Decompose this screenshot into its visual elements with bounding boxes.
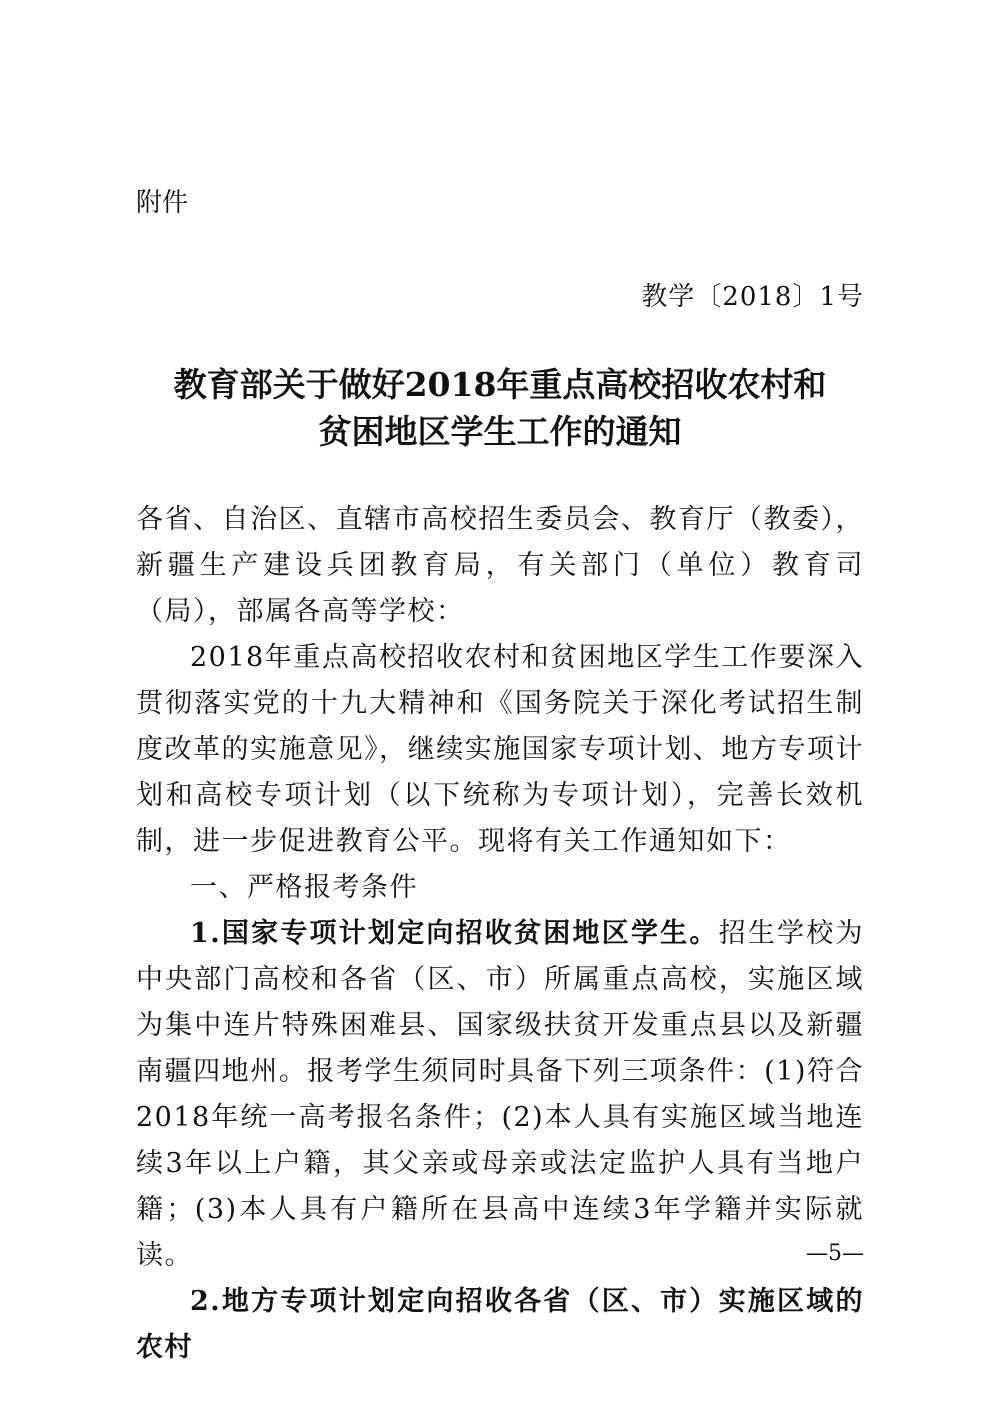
- item-2-lead: 2.地方专项计划定向招收各省（区、市）实施区域的农村: [136, 1286, 864, 1363]
- attachment-label: 附件: [136, 188, 189, 218]
- document-number: 教学〔2018〕1号: [641, 282, 864, 312]
- document-title-line-2: 贫困地区学生工作的通知: [318, 412, 682, 451]
- intro-paragraph: 2018年重点高校招收农村和贫困地区学生工作要深入贯彻落实党的十九大精神和《国务院关于深化考试招生制度改革的实施意见》，继续实施国家专项计划、地方专项计划和高校专项计划（以下统称为专项计划），完善长效机制，进一步促进教育公平。现将有关工作通知如下：: [136, 642, 864, 857]
- item-1-text: 招生学校为中央部门高校和各省（区、市）所属重点高校，实施区域为集中连片特殊困难县、国家级扶贫开发重点县以及新疆南疆四地州。报考学生须同时具备下列三项条件：(1)符合2018年统一高考报名条件；(2)本人具有实施区域当地连续3年以上户籍，其父亲或母亲或法定监护人具有当地户籍；(3)本人具有户籍所在县高中连续3年学籍并实际就读。: [136, 918, 864, 1271]
- item-1-lead: 1.国家专项计划定向招收贫困地区学生。: [190, 918, 719, 949]
- document-body: [136, 497, 864, 1371]
- section-1-heading: 一、严格报考条件: [190, 872, 418, 903]
- document-title-line-1: 教育部关于做好2018年重点高校招收农村和: [173, 365, 827, 404]
- addressee-paragraph: 各省、自治区、直辖市高校招生委员会、教育厅（教委），新疆生产建设兵团教育局，有关部门（单位）教育司（局），部属各高等学校：: [136, 504, 864, 627]
- page-number: —5—: [806, 1241, 864, 1266]
- item-1-paragraph: [136, 911, 864, 1279]
